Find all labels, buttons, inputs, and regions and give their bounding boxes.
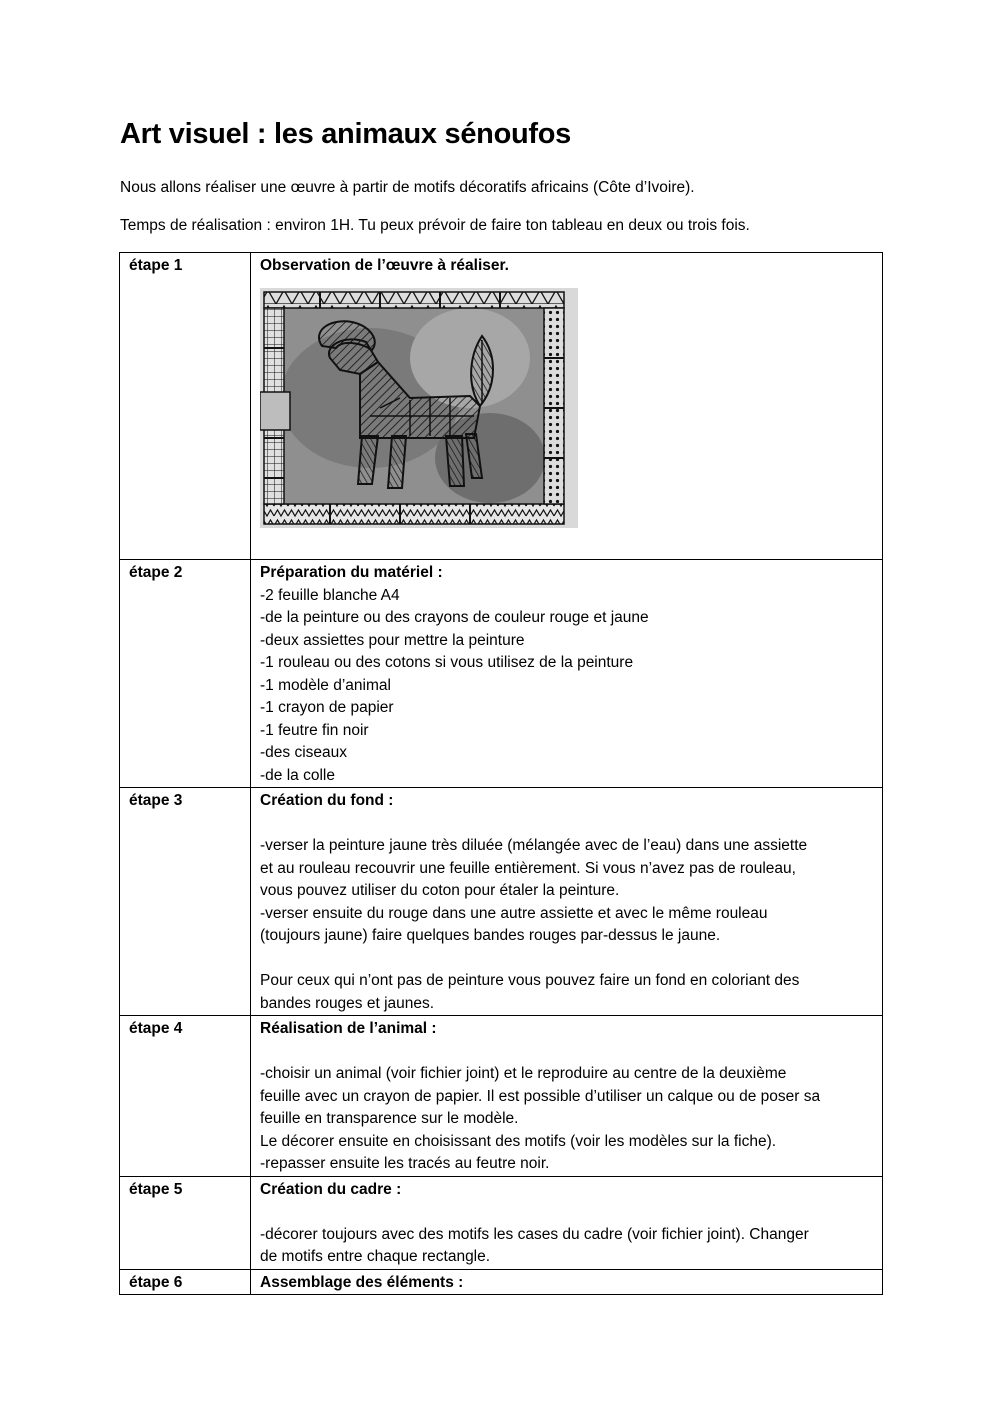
step-label: étape 3 bbox=[120, 788, 251, 1016]
text-line: feuille en transparence sur le modèle. bbox=[260, 1110, 519, 1127]
step-heading: Création du cadre : bbox=[260, 1180, 402, 1198]
steps-table bbox=[119, 252, 883, 1295]
text-line: -verser ensuite du rouge dans une autre assiette et avec le même rouleau bbox=[260, 904, 768, 922]
list-item: -des ciseaux bbox=[260, 744, 348, 761]
blank-line bbox=[260, 1201, 874, 1224]
step-content bbox=[251, 560, 883, 788]
senufo-antelope-artwork bbox=[260, 288, 578, 528]
duration-paragraph: Temps de réalisation : environ 1H. Tu peux prévoir de faire ton tableau en deux ou trois fois. bbox=[120, 217, 750, 234]
text-line: vous pouvez utiliser du coton pour étaler la peinture. bbox=[260, 882, 620, 899]
step-content bbox=[251, 788, 883, 1016]
text-line: feuille avec un crayon de papier. Il est possible d’utiliser un calque ou de poser sa bbox=[260, 1087, 821, 1105]
list-item: -2 feuille blanche A4 bbox=[260, 586, 400, 604]
list-item: -de la colle bbox=[260, 766, 335, 784]
list-item: -1 modèle d’animal bbox=[260, 676, 391, 694]
list-item: -deux assiettes pour mettre la peinture bbox=[260, 631, 525, 649]
text-line: bandes rouges et jaunes. bbox=[260, 994, 435, 1012]
step-label: étape 6 bbox=[120, 1269, 251, 1295]
text-line: (toujours jaune) faire quelques bandes rouges par-dessus le jaune. bbox=[260, 927, 721, 944]
step-content bbox=[251, 1016, 883, 1177]
step-label: étape 4 bbox=[120, 1016, 251, 1177]
step-row bbox=[120, 560, 883, 788]
step-heading: Assemblage des éléments : bbox=[260, 1273, 464, 1291]
intro-paragraph: Nous allons réaliser une œuvre à partir de motifs décoratifs africains (Côte d’Ivoire). bbox=[120, 179, 695, 196]
text-line: de motifs entre chaque rectangle. bbox=[260, 1248, 491, 1265]
step-content bbox=[251, 253, 883, 560]
step-label: étape 2 bbox=[120, 560, 251, 788]
step-row bbox=[120, 1269, 883, 1295]
step-content bbox=[251, 1269, 883, 1295]
text-line: Le décorer ensuite en choisissant des motifs (voir les modèles sur la fiche). bbox=[260, 1132, 777, 1150]
blank-line bbox=[260, 813, 874, 836]
page-title: Art visuel : les animaux sénoufos bbox=[120, 118, 572, 150]
list-item: -1 crayon de papier bbox=[260, 699, 394, 716]
text-line: et au rouleau recouvrir une feuille entièrement. Si vous n’avez pas de rouleau, bbox=[260, 859, 796, 877]
list-item: -1 rouleau ou des cotons si vous utilisez de la peinture bbox=[260, 654, 634, 671]
step-label: étape 5 bbox=[120, 1176, 251, 1269]
list-item: -de la peinture ou des crayons de couleur rouge et jaune bbox=[260, 609, 649, 626]
step-row bbox=[120, 1176, 883, 1269]
text-line: -décorer toujours avec des motifs les cases du cadre (voir fichier joint). Changer bbox=[260, 1225, 809, 1243]
step-row bbox=[120, 1016, 883, 1177]
step-row bbox=[120, 788, 883, 1016]
step-heading: Création du fond : bbox=[260, 792, 394, 809]
step-row bbox=[120, 253, 883, 560]
text-line: Pour ceux qui n’ont pas de peinture vous pouvez faire un fond en coloriant des bbox=[260, 972, 800, 989]
step-heading: Réalisation de l’animal : bbox=[260, 1020, 437, 1037]
step-heading: Observation de l’œuvre à réaliser. bbox=[260, 257, 509, 274]
step-heading: Préparation du matériel : bbox=[260, 564, 443, 581]
blank-line bbox=[260, 1041, 874, 1064]
text-line: -choisir un animal (voir fichier joint) et le reproduire au centre de la deuxième bbox=[260, 1065, 787, 1082]
step-label: étape 1 bbox=[120, 253, 251, 560]
step-content bbox=[251, 1176, 883, 1269]
list-item: -1 feutre fin noir bbox=[260, 721, 369, 739]
blank-line bbox=[260, 948, 874, 971]
text-line: -repasser ensuite les tracés au feutre noir. bbox=[260, 1155, 550, 1172]
text-line: -verser la peinture jaune très diluée (mélangée avec de l’eau) dans une assiette bbox=[260, 837, 808, 854]
